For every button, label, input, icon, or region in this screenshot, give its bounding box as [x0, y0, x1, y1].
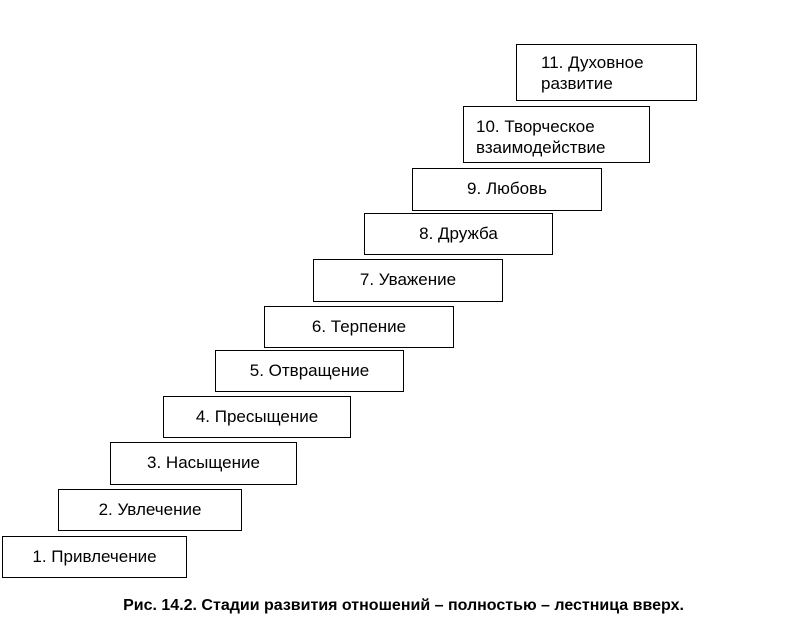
- step-6-box: [264, 306, 454, 348]
- step-8-box: [364, 213, 553, 255]
- step-3-label: 3. Насыщение: [147, 453, 260, 472]
- step-2-label: 2. Увлечение: [98, 500, 202, 519]
- step-9-box: [412, 168, 602, 211]
- step-1-label: 1. Привлечение: [32, 547, 157, 566]
- step-11-box: [516, 44, 697, 101]
- step-4-label: 4. Пресыщение: [195, 407, 319, 426]
- figure-caption: Рис. 14.2. Стадии развития отношений – полностью – лестница вверх.: [123, 597, 684, 614]
- step-10-label: 10. Творческое взаимодействие: [476, 117, 606, 157]
- step-5-label: 5. Отвращение: [249, 361, 370, 380]
- step-2-box: [58, 489, 242, 531]
- step-7-label: 7. Уважение: [359, 270, 457, 289]
- step-10-box: [463, 106, 650, 163]
- step-6-label: 6. Терпение: [311, 317, 407, 336]
- step-1-box: [2, 536, 187, 578]
- step-3-box: [110, 442, 297, 485]
- step-7-box: [313, 259, 503, 302]
- step-9-label: 9. Любовь: [467, 179, 547, 198]
- step-8-label: 8. Дружба: [419, 224, 498, 243]
- step-11-label: 11. Духовное развитие: [541, 53, 644, 93]
- step-4-box: [163, 396, 351, 438]
- step-5-box: [215, 350, 404, 392]
